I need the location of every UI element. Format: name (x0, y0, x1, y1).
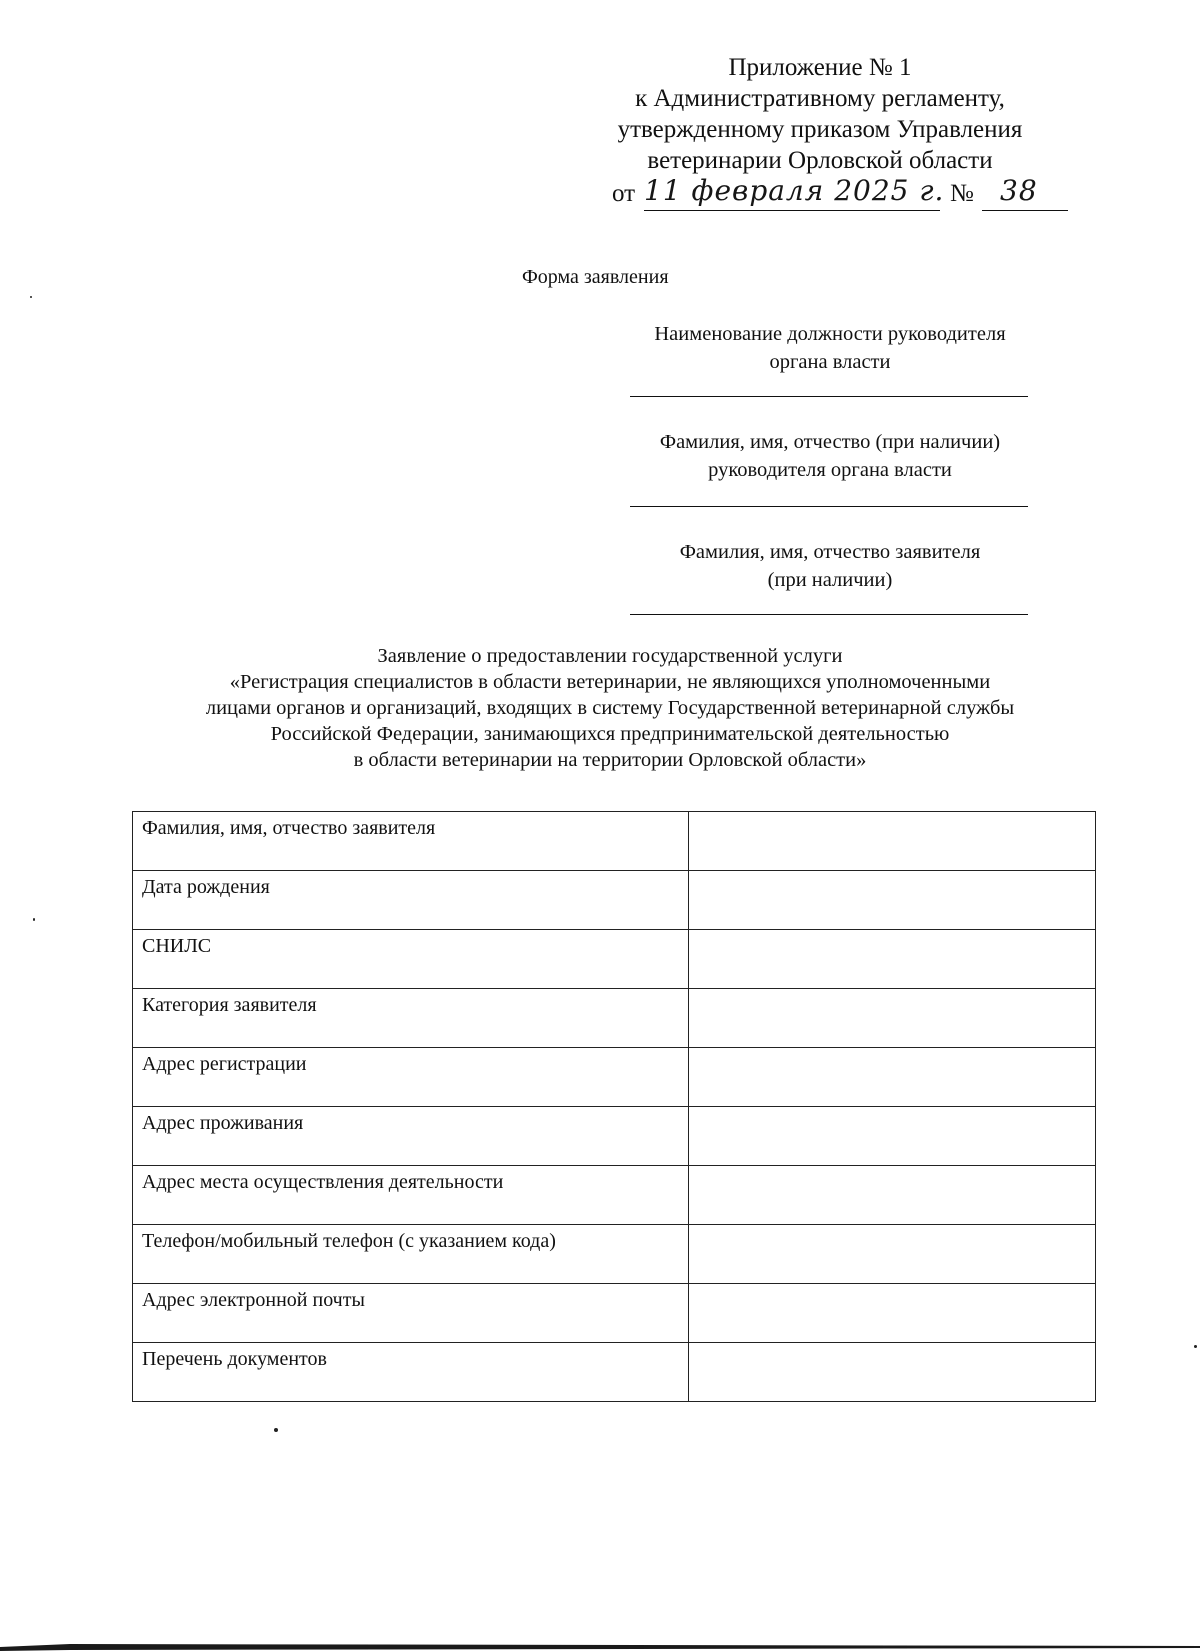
field-label-snils: СНИЛС (133, 930, 689, 989)
number-label: № (950, 180, 974, 207)
number-underline (982, 210, 1068, 211)
table-row (133, 1225, 1096, 1284)
table-row (133, 871, 1096, 930)
appendix-line-2: утвержденному приказом Управления (617, 116, 1023, 143)
field-label-phone: Телефон/мобильный телефон (с указанием кода) (133, 1225, 689, 1284)
head-name-line-2: руководителя органа власти (708, 459, 952, 481)
scan-speck (33, 918, 35, 921)
applicant-name-fill-line (630, 614, 1028, 615)
field-value-phone[interactable] (689, 1225, 1096, 1284)
scan-speck (1194, 1345, 1197, 1348)
appendix-line-1: к Административному регламенту, (635, 85, 1005, 112)
from-label: от (612, 180, 636, 207)
statement-title (110, 643, 1110, 773)
applicant-name-block (600, 538, 1060, 594)
field-label-email: Адрес электронной почты (133, 1284, 689, 1343)
field-value-email[interactable] (689, 1284, 1096, 1343)
head-position-line-1: Наименование должности руководителя (654, 323, 1006, 345)
field-label-full-name: Фамилия, имя, отчество заявителя (133, 812, 689, 871)
field-value-snils[interactable] (689, 930, 1096, 989)
field-label-documents-list: Перечень документов (133, 1343, 689, 1402)
head-position-line-2: органа власти (769, 351, 891, 373)
appendix-date-line (612, 172, 1072, 212)
field-value-birth-date[interactable] (689, 871, 1096, 930)
scan-speck (274, 1428, 278, 1432)
field-value-documents-list[interactable] (689, 1343, 1096, 1402)
field-label-registration-address: Адрес регистрации (133, 1048, 689, 1107)
table-row (133, 989, 1096, 1048)
table-row (133, 1284, 1096, 1343)
statement-line-3: лицами органов и организаций, входящих в систему Государственной ветеринарной службы (205, 697, 1015, 719)
field-value-applicant-category[interactable] (689, 989, 1096, 1048)
field-value-activity-address[interactable] (689, 1166, 1096, 1225)
statement-line-1: Заявление о предоставлении государственной услуги (377, 645, 843, 667)
appendix-line-3: ветеринарии Орловской области (647, 147, 993, 174)
field-label-residence-address: Адрес проживания (133, 1107, 689, 1166)
head-position-block (600, 320, 1060, 376)
scan-speck (30, 296, 32, 298)
applicant-name-line-2: (при наличии) (767, 569, 893, 591)
head-name-fill-line (630, 506, 1028, 507)
table-row (133, 1166, 1096, 1225)
form-title: Форма заявления (522, 266, 669, 288)
field-label-birth-date: Дата рождения (133, 871, 689, 930)
field-label-applicant-category: Категория заявителя (133, 989, 689, 1048)
handwritten-number: 38 (1000, 174, 1038, 207)
field-value-registration-address[interactable] (689, 1048, 1096, 1107)
appendix-title: Приложение № 1 (728, 54, 912, 81)
scan-edge-line (0, 1643, 1200, 1651)
table-row (133, 1343, 1096, 1402)
table-row (133, 930, 1096, 989)
statement-line-4: Российской Федерации, занимающихся предпринимательской деятельностью (270, 723, 950, 745)
statement-line-2: «Регистрация специалистов в области ветеринарии, не являющихся уполномоченными (229, 671, 991, 693)
table-row (133, 1048, 1096, 1107)
field-value-residence-address[interactable] (689, 1107, 1096, 1166)
table-row (133, 812, 1096, 871)
date-underline (644, 210, 940, 211)
field-label-activity-address: Адрес места осуществления деятельности (133, 1166, 689, 1225)
handwritten-date: 11 февраля 2025 г. (644, 174, 945, 207)
applicant-name-line-1: Фамилия, имя, отчество заявителя (679, 541, 981, 563)
head-position-fill-line (630, 396, 1028, 397)
appendix-header (570, 52, 1070, 176)
head-name-block (600, 428, 1060, 484)
head-name-line-1: Фамилия, имя, отчество (при наличии) (659, 431, 1001, 453)
statement-line-5: в области ветеринарии на территории Орловской области» (353, 749, 867, 771)
field-value-full-name[interactable] (689, 812, 1096, 871)
table-row (133, 1107, 1096, 1166)
application-form-table (132, 811, 1096, 1402)
